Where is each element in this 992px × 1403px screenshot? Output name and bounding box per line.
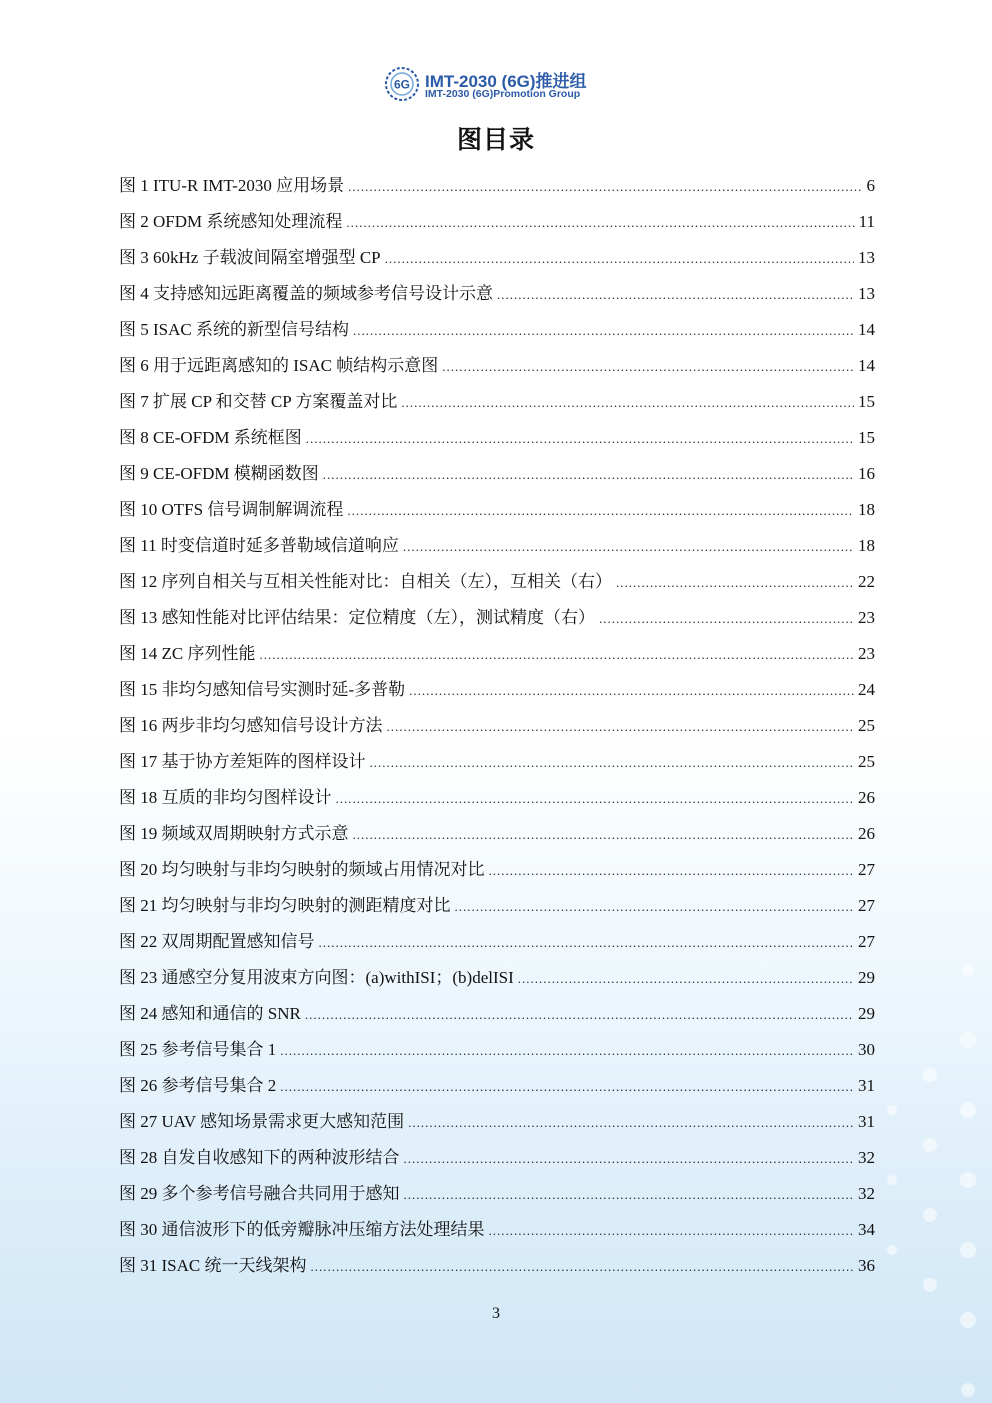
toc-entry[interactable] bbox=[119, 965, 875, 1001]
toc-entry[interactable] bbox=[119, 1001, 875, 1037]
toc-entry-page: 27 bbox=[858, 860, 875, 879]
toc-entry-label: 图 19 频域双周期映射方式示意 bbox=[119, 824, 349, 843]
toc-entry-page: 11 bbox=[858, 212, 875, 231]
toc-leader-dots bbox=[305, 1002, 854, 1028]
toc-entry-label: 图 18 互质的非均匀图样设计 bbox=[119, 788, 332, 807]
toc-entry[interactable] bbox=[119, 677, 875, 713]
toc-entry-label: 图 9 CE-OFDM 模糊函数图 bbox=[119, 464, 319, 483]
toc-entry-page: 6 bbox=[866, 176, 875, 195]
toc-leader-dots bbox=[346, 210, 854, 236]
toc-entry[interactable] bbox=[119, 425, 875, 461]
toc-leader-dots bbox=[259, 642, 854, 668]
logo-subtitle: IMT-2030 (6G)Promotion Group bbox=[425, 88, 581, 100]
toc-entry-label: 图 15 非均匀感知信号实测时延-多普勒 bbox=[119, 680, 406, 699]
toc-entry[interactable] bbox=[119, 893, 875, 929]
toc-entry[interactable] bbox=[119, 497, 875, 533]
toc-entry-label: 图 3 60kHz 子载波间隔室增强型 CP bbox=[119, 248, 381, 267]
toc-entry[interactable] bbox=[119, 317, 875, 353]
toc-entry[interactable] bbox=[119, 785, 875, 821]
toc-entry-page: 29 bbox=[858, 1004, 875, 1023]
toc-leader-dots bbox=[404, 1146, 855, 1172]
toc-leader-dots bbox=[280, 1074, 854, 1100]
toc-entry[interactable] bbox=[119, 209, 875, 245]
toc-entry[interactable] bbox=[119, 1217, 875, 1253]
toc-leader-dots bbox=[280, 1038, 854, 1064]
toc-entry-page: 26 bbox=[858, 788, 875, 807]
toc-entry-label: 图 17 基于协方差矩阵的图样设计 bbox=[119, 752, 366, 771]
header-logo bbox=[384, 66, 614, 104]
toc-entry[interactable] bbox=[119, 1037, 875, 1073]
toc-entry-label: 图 14 ZC 序列性能 bbox=[119, 644, 256, 663]
toc-entry-page: 32 bbox=[858, 1148, 875, 1167]
toc-leader-dots bbox=[518, 966, 854, 992]
toc-entry[interactable] bbox=[119, 1253, 875, 1289]
toc-entry-label: 图 22 双周期配置感知信号 bbox=[119, 932, 315, 951]
toc-leader-dots bbox=[348, 174, 862, 200]
toc-leader-dots bbox=[455, 894, 855, 920]
toc-entry-page: 22 bbox=[858, 572, 875, 591]
toc-entry[interactable] bbox=[119, 533, 875, 569]
toc-leader-dots bbox=[347, 498, 854, 524]
toc-leader-dots bbox=[387, 714, 855, 740]
toc-entry-label: 图 21 均匀映射与非均匀映射的测距精度对比 bbox=[119, 896, 451, 915]
toc-entry-page: 18 bbox=[858, 500, 875, 519]
toc-leader-dots bbox=[404, 1182, 855, 1208]
toc-entry-page: 26 bbox=[858, 824, 875, 843]
toc-entry[interactable] bbox=[119, 1145, 875, 1181]
toc-entry[interactable] bbox=[119, 749, 875, 785]
toc-entry[interactable] bbox=[119, 569, 875, 605]
toc-entry-page: 25 bbox=[858, 716, 875, 735]
toc-leader-dots bbox=[489, 1218, 855, 1244]
logo-title: IMT-2030 (6G)推进组 bbox=[425, 72, 587, 91]
toc-leader-dots bbox=[319, 930, 855, 956]
toc-entry-page: 23 bbox=[858, 644, 875, 663]
toc-entry-page: 15 bbox=[858, 428, 875, 447]
toc-entry[interactable] bbox=[119, 245, 875, 281]
toc-leader-dots bbox=[306, 426, 854, 452]
toc-entry[interactable] bbox=[119, 1181, 875, 1217]
toc-entry-page: 31 bbox=[858, 1076, 875, 1095]
toc-entry-page: 29 bbox=[858, 968, 875, 987]
toc-entry-page: 31 bbox=[858, 1112, 875, 1131]
toc-entry[interactable] bbox=[119, 461, 875, 497]
toc-leader-dots bbox=[370, 750, 855, 776]
toc-entry-page: 27 bbox=[858, 896, 875, 915]
toc-leader-dots bbox=[408, 1110, 854, 1136]
toc-entry-page: 18 bbox=[858, 536, 875, 555]
toc-leader-dots bbox=[353, 318, 854, 344]
toc-entry-page: 24 bbox=[858, 680, 875, 699]
toc-entry-page: 25 bbox=[858, 752, 875, 771]
toc-leader-dots bbox=[385, 246, 854, 272]
toc-entry-label: 图 26 参考信号集合 2 bbox=[119, 1076, 277, 1095]
toc-entry-label: 图 10 OTFS 信号调制解调流程 bbox=[119, 500, 344, 519]
toc-leader-dots bbox=[489, 858, 855, 884]
toc-leader-dots bbox=[616, 570, 854, 596]
toc-entry-page: 36 bbox=[858, 1256, 875, 1275]
toc-entry[interactable] bbox=[119, 1109, 875, 1145]
page-number: 3 bbox=[492, 1305, 500, 1322]
toc-entry-label: 图 7 扩展 CP 和交替 CP 方案覆盖对比 bbox=[119, 392, 398, 411]
toc-entry-page: 30 bbox=[858, 1040, 875, 1059]
toc-leader-dots bbox=[409, 678, 854, 704]
toc-entry-label: 图 4 支持感知远距离覆盖的频域参考信号设计示意 bbox=[119, 284, 493, 303]
toc-entry-label: 图 27 UAV 感知场景需求更大感知范围 bbox=[119, 1112, 405, 1131]
toc-entry[interactable] bbox=[119, 929, 875, 965]
toc-leader-dots bbox=[353, 822, 855, 848]
6g-logo-icon bbox=[384, 66, 420, 102]
toc-entry-label: 图 31 ISAC 统一天线架构 bbox=[119, 1256, 307, 1275]
toc-entry-label: 图 28 自发自收感知下的两种波形结合 bbox=[119, 1148, 400, 1167]
toc-entry-label: 图 12 序列自相关与互相关性能对比：自相关（左），互相关（右） bbox=[119, 572, 612, 591]
toc-entry-page: 13 bbox=[858, 284, 875, 303]
toc-entry-label: 图 23 通感空分复用波束方向图：(a)withISI；(b)delISI bbox=[119, 968, 514, 987]
toc-leader-dots bbox=[599, 606, 854, 632]
toc-entry-page: 15 bbox=[858, 392, 875, 411]
toc-entry[interactable] bbox=[119, 857, 875, 893]
toc-entry-label: 图 1 ITU-R IMT-2030 应用场景 bbox=[119, 176, 345, 195]
toc-leader-dots bbox=[401, 390, 854, 416]
toc-leader-dots bbox=[497, 282, 854, 308]
toc-leader-dots bbox=[336, 786, 855, 812]
toc-entry[interactable] bbox=[119, 173, 875, 209]
logo-mark-text: 6G bbox=[393, 77, 411, 92]
toc-entry[interactable] bbox=[119, 641, 875, 677]
toc-entry-label: 图 2 OFDM 系统感知处理流程 bbox=[119, 212, 343, 231]
table-of-figures bbox=[119, 173, 875, 1289]
toc-entry-label: 图 16 两步非均匀感知信号设计方法 bbox=[119, 716, 383, 735]
toc-entry-label: 图 8 CE-OFDM 系统框图 bbox=[119, 428, 302, 447]
toc-entry-page: 27 bbox=[858, 932, 875, 951]
toc-entry[interactable] bbox=[119, 281, 875, 317]
toc-entry-label: 图 6 用于远距离感知的 ISAC 帧结构示意图 bbox=[119, 356, 439, 375]
toc-leader-dots bbox=[442, 354, 854, 380]
toc-entry[interactable] bbox=[119, 821, 875, 857]
toc-entry[interactable] bbox=[119, 1073, 875, 1109]
page-title: 图目录 bbox=[456, 125, 535, 154]
toc-entry-label: 图 20 均匀映射与非均匀映射的频域占用情况对比 bbox=[119, 860, 485, 879]
toc-entry-page: 14 bbox=[858, 356, 875, 375]
toc-entry[interactable] bbox=[119, 353, 875, 389]
toc-entry-label: 图 5 ISAC 系统的新型信号结构 bbox=[119, 320, 349, 339]
toc-entry-label: 图 13 感知性能对比评估结果：定位精度（左），测试精度（右） bbox=[119, 608, 595, 627]
toc-entry-label: 图 11 时变信道时延多普勒域信道响应 bbox=[119, 536, 399, 555]
toc-leader-dots bbox=[403, 534, 854, 560]
toc-entry-page: 23 bbox=[858, 608, 875, 627]
toc-entry[interactable] bbox=[119, 605, 875, 641]
toc-entry-label: 图 30 通信波形下的低旁瓣脉冲压缩方法处理结果 bbox=[119, 1220, 485, 1239]
toc-leader-dots bbox=[310, 1254, 854, 1280]
toc-entry-page: 13 bbox=[858, 248, 875, 267]
toc-entry-label: 图 29 多个参考信号融合共同用于感知 bbox=[119, 1184, 400, 1203]
toc-entry-page: 16 bbox=[858, 464, 875, 483]
toc-entry[interactable] bbox=[119, 713, 875, 749]
toc-entry-label: 图 24 感知和通信的 SNR bbox=[119, 1004, 301, 1023]
toc-entry-page: 14 bbox=[858, 320, 875, 339]
toc-entry-label: 图 25 参考信号集合 1 bbox=[119, 1040, 277, 1059]
toc-leader-dots bbox=[323, 462, 854, 488]
toc-entry[interactable] bbox=[119, 389, 875, 425]
toc-entry-page: 32 bbox=[858, 1184, 875, 1203]
toc-entry-page: 34 bbox=[858, 1220, 875, 1239]
